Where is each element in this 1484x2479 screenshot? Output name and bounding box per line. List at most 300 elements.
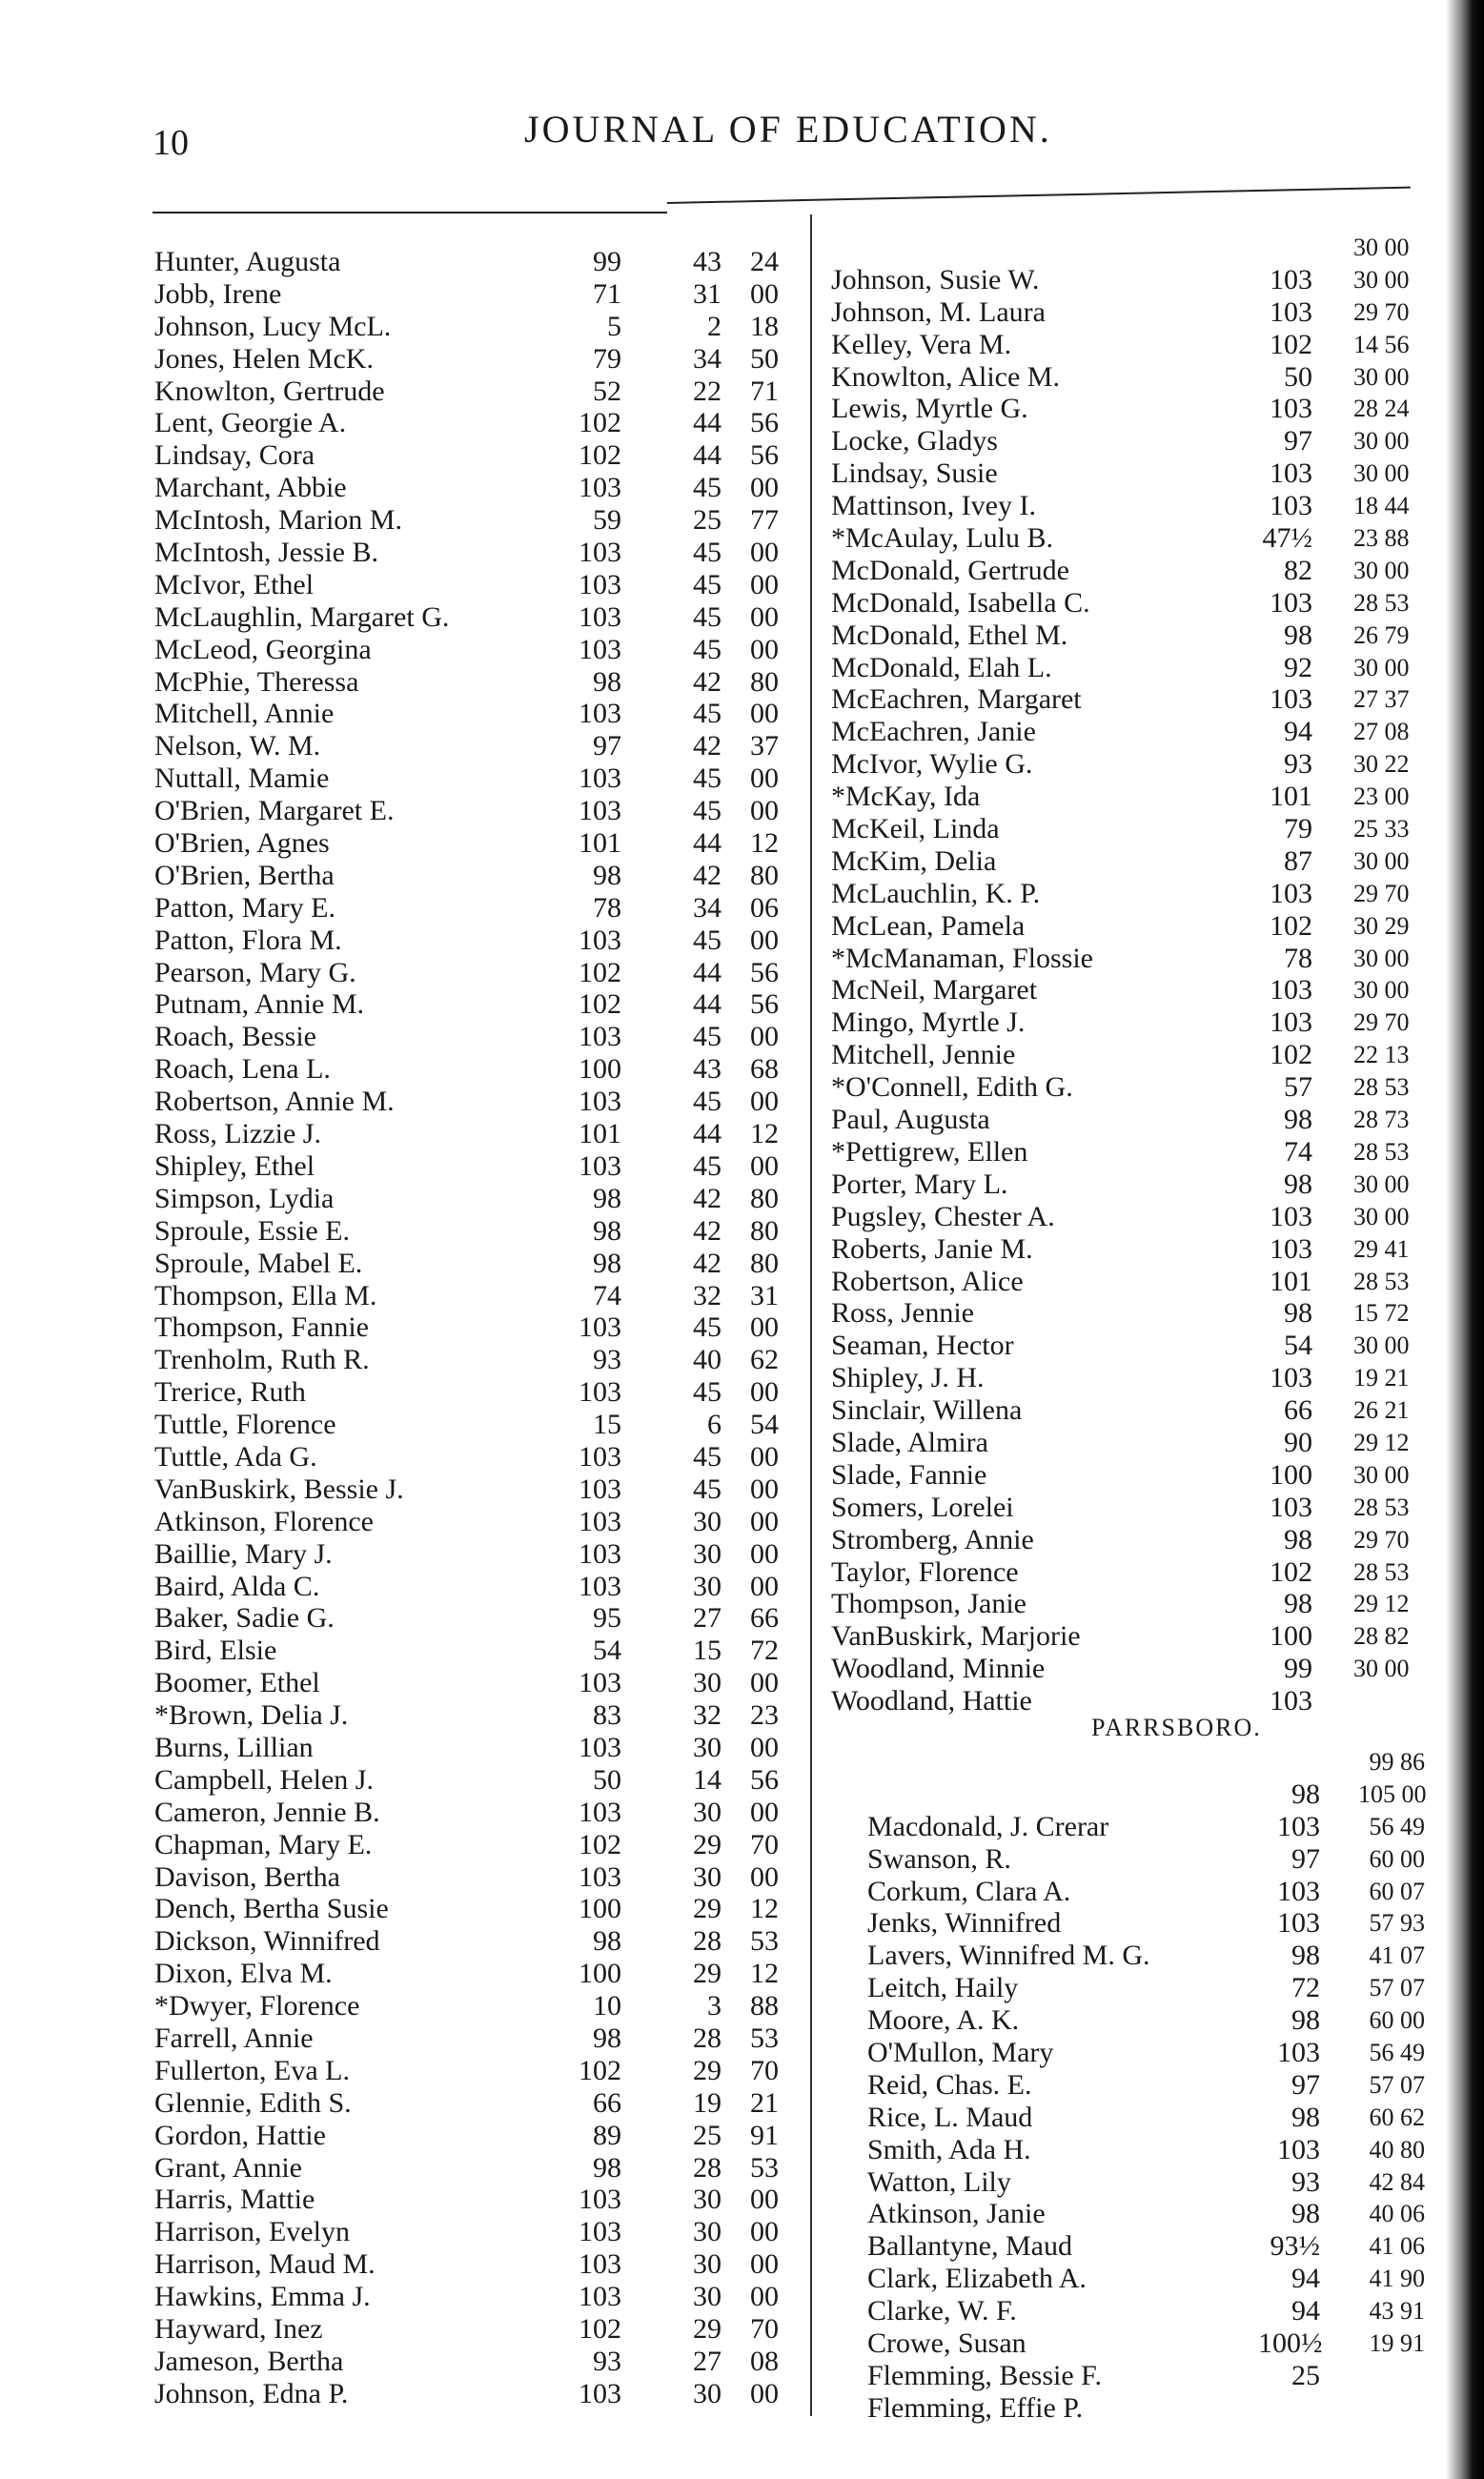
list-item [867,2102,1458,2134]
entry-value-a: 78 [1284,942,1312,974]
entry-value-a: 66 [1284,1394,1312,1427]
list-item [154,795,803,827]
list-item [831,716,1441,748]
entry-value-b: 44 [693,439,722,472]
entry-value-a: 90 [1284,1426,1312,1458]
list-item [154,2120,803,2152]
list-item [831,457,1441,490]
entry-value-b: 29 70 [1353,297,1410,326]
entry-value-a: 98 [1284,1588,1312,1620]
entry-value-a: 103 [579,1537,621,1570]
entry-value-c: 31 [750,1279,779,1311]
entry-value-a: 79 [1284,813,1312,845]
entry-value-b: 27 08 [1353,718,1410,746]
entry-value-a: 98 [593,1214,621,1247]
entry-value-b: 30 [693,2248,722,2281]
entry-value-b: 44 [693,407,722,439]
entry-name: *Brown, Delia J. [154,1699,349,1732]
entry-name: Paul, Augusta [831,1104,990,1136]
list-item [154,1635,803,1667]
list-item [867,1940,1458,1972]
entry-value-a: 103 [1277,2037,1320,2069]
entry-value-b: 45 [693,924,722,956]
entry-value-c: 00 [750,1570,779,1602]
entry-value-c: 00 [750,1667,779,1699]
entry-value-b: 40 80 [1369,2135,1425,2164]
entry-name: Jones, Helen McK. [154,342,374,375]
entry-name: McDonald, Ethel M. [831,619,1068,651]
entry-value-a: 97 [1284,425,1312,457]
entry-name: Pugsley, Chester A. [831,1200,1055,1232]
entry-name: Thompson, Fannie [154,1311,369,1344]
entry-name: *Dwyer, Florence [154,1990,360,2022]
entry-value-c: 00 [750,1505,779,1537]
entry-value-b: 15 72 [1353,1299,1410,1328]
entry-value-c: 00 [750,472,779,504]
entry-name: Flemming, Bessie F. [867,2359,1102,2391]
entry-value-c: 00 [750,277,779,310]
list-item [867,1907,1458,1940]
entry-name: Hayward, Inez [154,2313,323,2345]
entry-name: McIntosh, Marion M. [154,504,402,537]
list-item [154,472,803,504]
entry-value-a: 102 [1270,1555,1312,1588]
entry-name: Jobb, Irene [154,277,282,310]
entry-value-c: 00 [750,2281,779,2313]
entry-value-b: 30 22 [1353,750,1410,779]
entry-name: Patton, Mary E. [154,891,335,924]
entry-name: McKeil, Linda [831,813,1000,845]
entry-name: McLaughlin, Margaret G. [154,600,450,633]
list-item [154,860,803,892]
list-item [154,601,803,634]
list-item [831,1297,1441,1330]
entry-value-a: 98 [593,2151,621,2184]
column-divider [810,214,812,2416]
entry-name: Lent, Georgie A. [154,407,347,439]
entry-value-b: 99 86 [1369,1748,1425,1776]
entry-value-b: 45 [693,1149,722,1182]
list-item [867,1811,1458,1843]
entry-value-c: 00 [750,1086,779,1118]
list-item [867,2166,1458,2199]
entry-value-b: 32 [693,1699,722,1732]
list-item [154,278,803,311]
entry-name: Ross, Lizzie J. [154,1118,321,1150]
list-item [154,1732,803,1764]
list-item [154,1602,803,1635]
entry-value-b: 30 00 [1353,944,1410,972]
entry-value-a: 71 [593,277,621,310]
entry-value-a: 103 [1270,295,1312,328]
list-item [154,730,803,762]
entry-value-b: 29 70 [1353,1008,1410,1037]
entry-value-c: 00 [750,1860,779,1893]
list-item [154,439,803,472]
entry-name: Baird, Alda C. [154,1570,320,1602]
list-item [831,781,1441,813]
entry-value-a: 103 [579,1086,621,1118]
entry-name: *Pettigrew, Ellen [831,1135,1028,1168]
entry-name: Harris, Mattie [154,2184,315,2216]
list-item [831,232,1441,264]
entry-value-a: 103 [1270,490,1312,522]
entry-name: Reid, Chas. E. [867,2068,1032,2101]
entry-name: Mingo, Myrtle J. [831,1006,1026,1039]
entry-value-a: 103 [1270,457,1312,490]
entry-name: Taylor, Florence [831,1555,1019,1588]
entry-value-a: 103 [1277,1810,1320,1842]
entry-value-b: 30 00 [1353,846,1410,875]
entry-name: Johnson, Edna P. [154,2377,349,2409]
entry-value-b: 42 [693,1214,722,1247]
entry-value-a: 72 [1291,1972,1320,2004]
list-item [867,1972,1458,2004]
entry-value-a: 79 [593,342,621,375]
entry-value-c: 71 [750,375,779,407]
list-item [831,1492,1441,1524]
entry-value-b: 30 [693,2281,722,2313]
list-item [154,1699,803,1732]
entry-name: Patton, Flora M. [154,924,342,956]
list-item [831,1685,1441,1717]
entry-name: Roach, Lena L. [154,1053,331,1086]
list-item [831,845,1441,878]
entry-value-c: 56 [750,956,779,988]
entry-name: McEachren, Margaret [831,683,1082,716]
entry-value-b: 29 41 [1353,1234,1410,1263]
entry-value-b: 22 [693,375,722,407]
list-item [154,1764,803,1797]
entry-name: Porter, Mary L. [831,1168,1008,1200]
list-item [154,957,803,989]
entry-value-a: 103 [1270,1362,1312,1394]
entry-value-a: 98 [1284,1297,1312,1330]
entry-value-b: 28 82 [1353,1622,1410,1651]
list-item [831,361,1441,394]
entry-value-a: 103 [579,1149,621,1182]
entry-value-b: 30 [693,1505,722,1537]
list-item [154,1118,803,1150]
entry-value-a: 94 [1284,716,1312,748]
entry-name: Cameron, Jennie B. [154,1796,380,1828]
entry-value-a: 103 [579,924,621,956]
entry-value-b: 28 53 [1353,1557,1410,1586]
left-column-list [154,246,803,2410]
entry-value-a: 74 [593,1279,621,1311]
entry-value-c: 12 [750,1893,779,1925]
entry-value-c: 00 [750,1796,779,1828]
entry-name: Roberts, Janie M. [831,1232,1033,1265]
list-item [154,1829,803,1861]
entry-value-a: 102 [579,2313,621,2345]
entry-value-c: 77 [750,504,779,537]
entry-name: Harrison, Maud M. [154,2248,376,2281]
entry-name: Shipley, J. H. [831,1362,985,1394]
entry-value-b: 45 [693,568,722,600]
list-item [154,1925,803,1958]
entry-value-b: 28 53 [1353,588,1410,617]
list-item [831,652,1441,684]
list-item [831,1039,1441,1071]
entry-value-a: 103 [1277,2133,1320,2165]
entry-value-c: 00 [750,1537,779,1570]
entry-value-b: 30 00 [1353,427,1410,456]
entry-value-b: 42 84 [1369,2167,1425,2196]
entry-name: Harrison, Evelyn [154,2216,350,2248]
entry-value-a: 103 [579,1376,621,1409]
entry-name: McNeil, Margaret [831,974,1038,1006]
entry-value-c: 00 [750,1473,779,1505]
list-item [831,1362,1441,1394]
entry-value-a: 101 [579,827,621,860]
entry-value-c: 80 [750,665,779,698]
entry-value-c: 00 [750,2248,779,2281]
list-item [154,246,803,278]
entry-value-c: 12 [750,1118,779,1150]
entry-value-a: 101 [579,1118,621,1150]
entry-name: Moore, A. K. [867,2004,1020,2037]
entry-value-a: 97 [593,730,621,762]
entry-value-b: 60 07 [1369,1877,1425,1905]
entry-name: Dench, Bertha Susie [154,1893,389,1925]
entry-value-b: 30 00 [1353,1331,1410,1360]
parrsboro-list [867,1746,1458,2425]
entry-value-c: 00 [750,600,779,633]
entry-name: Burns, Lillian [154,1731,314,1763]
entry-name: Stromberg, Annie [831,1523,1034,1555]
entry-name: Slade, Fannie [831,1458,987,1491]
entry-value-a: 99 [593,246,621,277]
entry-name: Somers, Lorelei [831,1491,1014,1523]
entry-name: Swanson, R. [867,1842,1011,1875]
entry-value-b: 45 [693,1021,722,1053]
entry-value-a: 103 [579,1667,621,1699]
entry-name: Boomer, Ethel [154,1667,320,1699]
entry-name: Davison, Bertha [154,1860,340,1893]
list-item [867,2360,1458,2392]
entry-value-a: 101 [1270,781,1312,813]
entry-value-b: 29 [693,1893,722,1925]
entry-name: Lindsay, Cora [154,439,315,472]
list-item [867,2004,1458,2037]
entry-value-a: 98 [1291,2198,1320,2230]
list-item [154,1311,803,1344]
header-rule-left [152,212,667,213]
list-item [154,1506,803,1538]
entry-name: Sproule, Essie E. [154,1214,350,1247]
entry-value-c: 00 [750,1311,779,1344]
entry-value-c: 00 [750,1021,779,1053]
entry-value-a: 93½ [1270,2230,1320,2263]
entry-value-b: 42 [693,1182,722,1214]
entry-name: Roach, Bessie [154,1021,316,1053]
entry-value-b: 30 29 [1353,911,1410,940]
list-item [831,587,1441,620]
entry-value-b: 30 [693,1570,722,1602]
entry-name: McIvor, Ethel [154,568,315,600]
entry-name: Trenholm, Ruth R. [154,1344,370,1376]
entry-value-b: 23 88 [1353,524,1410,553]
entry-value-c: 80 [750,1247,779,1279]
entry-value-b: 30 00 [1353,976,1410,1005]
entry-name: Grant, Annie [154,2151,302,2184]
entry-name: McLauchlin, K. P. [831,877,1041,909]
entry-value-a: 102 [1270,328,1312,360]
list-item [831,943,1441,975]
entry-value-b: 30 00 [1353,1460,1410,1489]
entry-value-c: 00 [750,2184,779,2216]
entry-value-a: 15 [593,1409,621,1441]
entry-name: Jenks, Winnifred [867,1907,1062,1940]
entry-name: McKim, Delia [831,844,997,877]
entry-value-a: 97 [1291,1842,1320,1875]
entry-value-c: 00 [750,2216,779,2248]
entry-value-a: 95 [593,1602,621,1635]
list-item [154,1667,803,1699]
entry-value-a: 103 [579,2248,621,2281]
right-column-list [831,232,1441,1717]
list-item [831,748,1441,781]
entry-value-a: 103 [579,472,621,504]
entry-value-c: 53 [750,2022,779,2054]
entry-value-b: 45 [693,1473,722,1505]
entry-value-c: 62 [750,1344,779,1376]
entry-value-a: 54 [1284,1330,1312,1362]
list-item [867,1778,1458,1811]
list-item [831,1330,1441,1362]
list-item [831,555,1441,587]
list-item [154,343,803,376]
entry-value-b: 45 [693,1086,722,1118]
list-item [867,2230,1458,2263]
entry-name: Farrell, Annie [154,2022,314,2054]
entry-value-b: 30 [693,1860,722,1893]
entry-value-c: 37 [750,730,779,762]
entry-value-a: 99 [1284,1653,1312,1685]
entry-value-b: 19 [693,2086,722,2119]
list-item [154,1086,803,1118]
entry-value-c: 18 [750,310,779,342]
entry-value-c: 00 [750,537,779,569]
entry-name: Thompson, Ella M. [154,1279,377,1311]
entry-value-c: 53 [750,2151,779,2184]
header-rule-right [667,187,1411,204]
entry-name: Johnson, Susie W. [831,263,1040,295]
entry-value-a: 103 [579,1570,621,1602]
entry-name: Jameson, Bertha [154,2345,344,2377]
list-item [831,1006,1441,1039]
entry-value-a: 98 [593,1182,621,1214]
entry-value-b: 45 [693,762,722,795]
entry-name: Baker, Sadie G. [154,1602,335,1635]
list-item [154,1280,803,1312]
list-item [831,425,1441,457]
entry-value-b: 44 [693,827,722,860]
entry-value-c: 53 [750,1925,779,1958]
entry-value-a: 103 [579,1505,621,1537]
entry-value-b: 43 91 [1369,2297,1425,2326]
entry-name: O'Mullon, Mary [867,2037,1054,2069]
entry-value-a: 103 [1270,263,1312,295]
entry-value-c: 00 [750,924,779,956]
entry-value-b: 45 [693,472,722,504]
entry-value-a: 10 [593,1990,621,2022]
entry-name: McIntosh, Jessie B. [154,537,378,569]
entry-name: McLean, Pamela [831,909,1026,942]
entry-value-a: 103 [1270,974,1312,1006]
entry-name: Sproule, Mabel E. [154,1247,363,1279]
entry-value-b: 30 00 [1353,265,1410,294]
entry-value-b: 29 70 [1353,1525,1410,1554]
entry-value-a: 50 [1284,360,1312,393]
entry-value-a: 93 [1291,2165,1320,2198]
list-item [831,1556,1441,1589]
entry-name: Gordon, Hattie [154,2119,326,2151]
list-item [154,376,803,408]
entry-value-b: 28 53 [1353,1137,1410,1166]
entry-name: Bird, Elsie [154,1635,277,1667]
entry-value-b: 34 [693,342,722,375]
entry-value-a: 103 [1270,1232,1312,1265]
entry-name: Robertson, Annie M. [154,1086,395,1118]
list-item [154,1571,803,1603]
entry-value-b: 6 [707,1409,722,1441]
entry-value-a: 102 [1270,909,1312,942]
list-item [867,2327,1458,2360]
list-item [867,2392,1458,2425]
list-item [154,407,803,439]
entry-value-b: 40 [693,1344,722,1376]
entry-value-a: 103 [1277,1907,1320,1940]
entry-name: *McAulay, Lulu B. [831,522,1054,555]
list-item [154,892,803,925]
entry-name: Glennie, Edith S. [154,2086,352,2119]
list-item [154,1861,803,1894]
list-item [831,1104,1441,1136]
entry-name: Ballantyne, Maud [867,2230,1072,2263]
entry-value-a: 98 [593,1925,621,1958]
entry-value-a: 100 [579,1893,621,1925]
entry-value-a: 103 [579,1860,621,1893]
entry-value-a: 103 [579,2184,621,2216]
entry-value-c: 70 [750,2054,779,2086]
entry-name: Dixon, Elva M. [154,1958,333,1990]
list-item [154,2248,803,2281]
list-item [831,1266,1441,1298]
entry-name: Clarke, W. F. [867,2295,1017,2327]
entry-value-c: 12 [750,827,779,860]
entry-name: Sinclair, Willena [831,1394,1023,1427]
entry-value-a: 103 [579,1311,621,1344]
entry-value-b: 22 13 [1353,1041,1410,1069]
entry-value-b: 29 [693,2313,722,2345]
entry-value-c: 56 [750,1763,779,1796]
entry-name: Mattinson, Ivey I. [831,490,1036,522]
list-item [154,2087,803,2120]
list-item [154,504,803,537]
entry-value-a: 59 [593,504,621,537]
entry-value-c: 12 [750,1958,779,1990]
list-item [154,666,803,699]
entry-value-a: 92 [1284,651,1312,683]
entry-value-b: 45 [693,698,722,730]
list-item [154,1958,803,1990]
list-item [831,1653,1441,1685]
entry-name: Robertson, Alice [831,1265,1024,1297]
list-item [154,2281,803,2313]
entry-value-b: 27 [693,1602,722,1635]
